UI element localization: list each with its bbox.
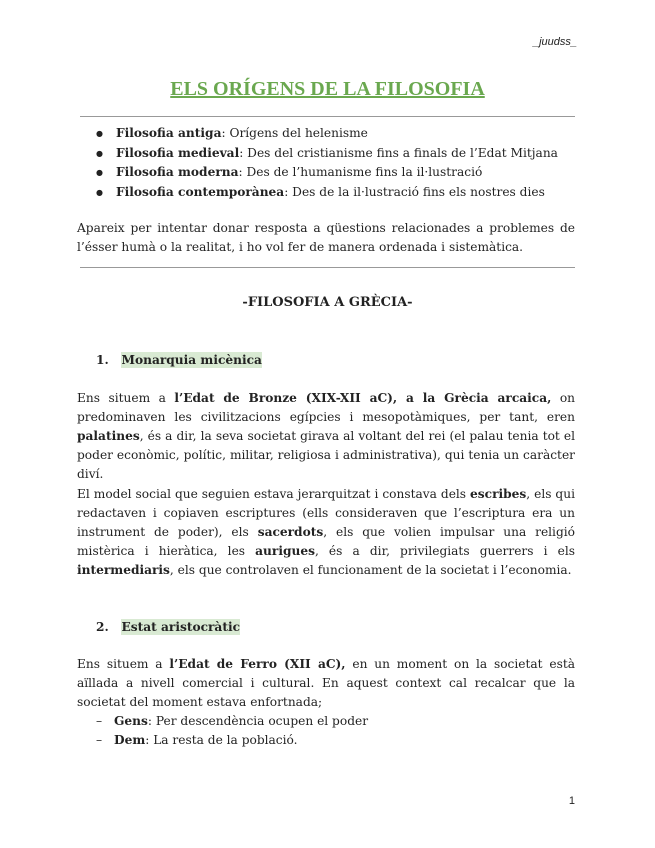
heading-text: Monarquia micènica — [121, 353, 262, 367]
heading-monarquia — [96, 353, 262, 367]
period-desc: : Des de l’humanisme fins la il·lustració — [238, 165, 483, 179]
group-name: Gens — [114, 714, 148, 728]
page-number: 1 — [568, 795, 575, 807]
bold-run: aurigues — [255, 544, 315, 558]
heading-number: 2. — [96, 620, 109, 634]
bold-run: l’Edat de Bronze (XIX-XII aC), a la Grècia arcaica, — [174, 391, 552, 405]
divider-top — [80, 116, 575, 117]
text-run: en un moment on la societat està aïllada a nivell comercial i cultural. En aquest context cal recalcar que la societat del moment estava enfortnada; — [77, 657, 576, 709]
period-desc: : Des de la il·lustració fins els nostres dies — [284, 184, 545, 199]
list-item — [96, 163, 558, 183]
heading-number: 1. — [96, 353, 109, 367]
document-title: ELS ORÍGENS DE LA FILOSOFIA — [170, 78, 485, 100]
section-title: -FILOSOFIA A GRÈCIA- — [242, 295, 413, 310]
bold-run: escribes — [470, 487, 527, 501]
period-desc: : Orígens del helenisme — [221, 126, 368, 140]
period-desc: : Des del cristianisme fins a finals de l’Edat Mitjana — [239, 145, 558, 160]
bold-run: intermediaris — [77, 563, 170, 577]
social-groups-list — [96, 712, 368, 750]
list-item — [96, 183, 558, 203]
text-run: , és a dir, privilegiats guerrers i els — [314, 544, 575, 558]
periods-list — [96, 124, 558, 202]
text-run: El model social que seguien estava jerarquitzat i constava dels — [77, 487, 471, 501]
list-item — [96, 144, 558, 164]
list-item — [96, 731, 368, 750]
monarquia-paragraph-2 — [77, 485, 575, 580]
text-run: , és a dir, la seva societat girava al voltant del rei (el palau tenia tot el poder econòmic, polític, militar, religiosa i administrativa), qui tenia un caràcter diví. — [77, 429, 575, 481]
bold-run: sacerdots — [257, 525, 324, 539]
period-name: Filosofia antiga — [116, 126, 222, 140]
text-run: Ens situem a — [77, 657, 170, 671]
period-name: Filosofia medieval — [116, 145, 240, 160]
group-name: Dem — [114, 733, 146, 747]
period-name: Filosofia moderna — [116, 165, 239, 179]
group-desc: : La resta de la població. — [145, 733, 298, 747]
bold-run: palatines — [77, 429, 140, 443]
text-run: , els que controlaven el funcionament de la societat i l’economia. — [169, 563, 572, 577]
group-desc: : Per descendència ocupen el poder — [147, 714, 369, 728]
heading-estat-aristocratic — [96, 620, 240, 634]
text-run: on predominaven les civilitzacions egípcies i mesopotàmiques, per tant, eren — [77, 391, 576, 424]
bold-run: l’Edat de Ferro (XII aC), — [169, 657, 346, 671]
monarquia-paragraph-1 — [77, 389, 575, 484]
text-run: , els que volien impulsar una religió mistèrica i hieràtica, les — [77, 525, 575, 558]
list-item — [96, 712, 368, 731]
header-tag: _juudss_ — [532, 36, 577, 48]
estat-paragraph-1 — [77, 655, 575, 712]
period-name: Filosofia contemporànea — [116, 184, 285, 199]
heading-text: Estat aristocràtic — [121, 620, 241, 634]
intro-paragraph: Apareix per intentar donar resposta a qüestions relacionades a problemes de l’ésser humà o la realitat, i ho vol fer de manera ordenada i sistemàtica. — [77, 221, 575, 254]
text-run: Ens situem a — [77, 391, 175, 405]
text-run: , els qui redactaven i copiaven escriptures (ells consideraven que l’escriptura era un instrument de poder), els — [77, 487, 575, 539]
divider-middle — [80, 267, 575, 268]
list-item — [96, 124, 558, 144]
